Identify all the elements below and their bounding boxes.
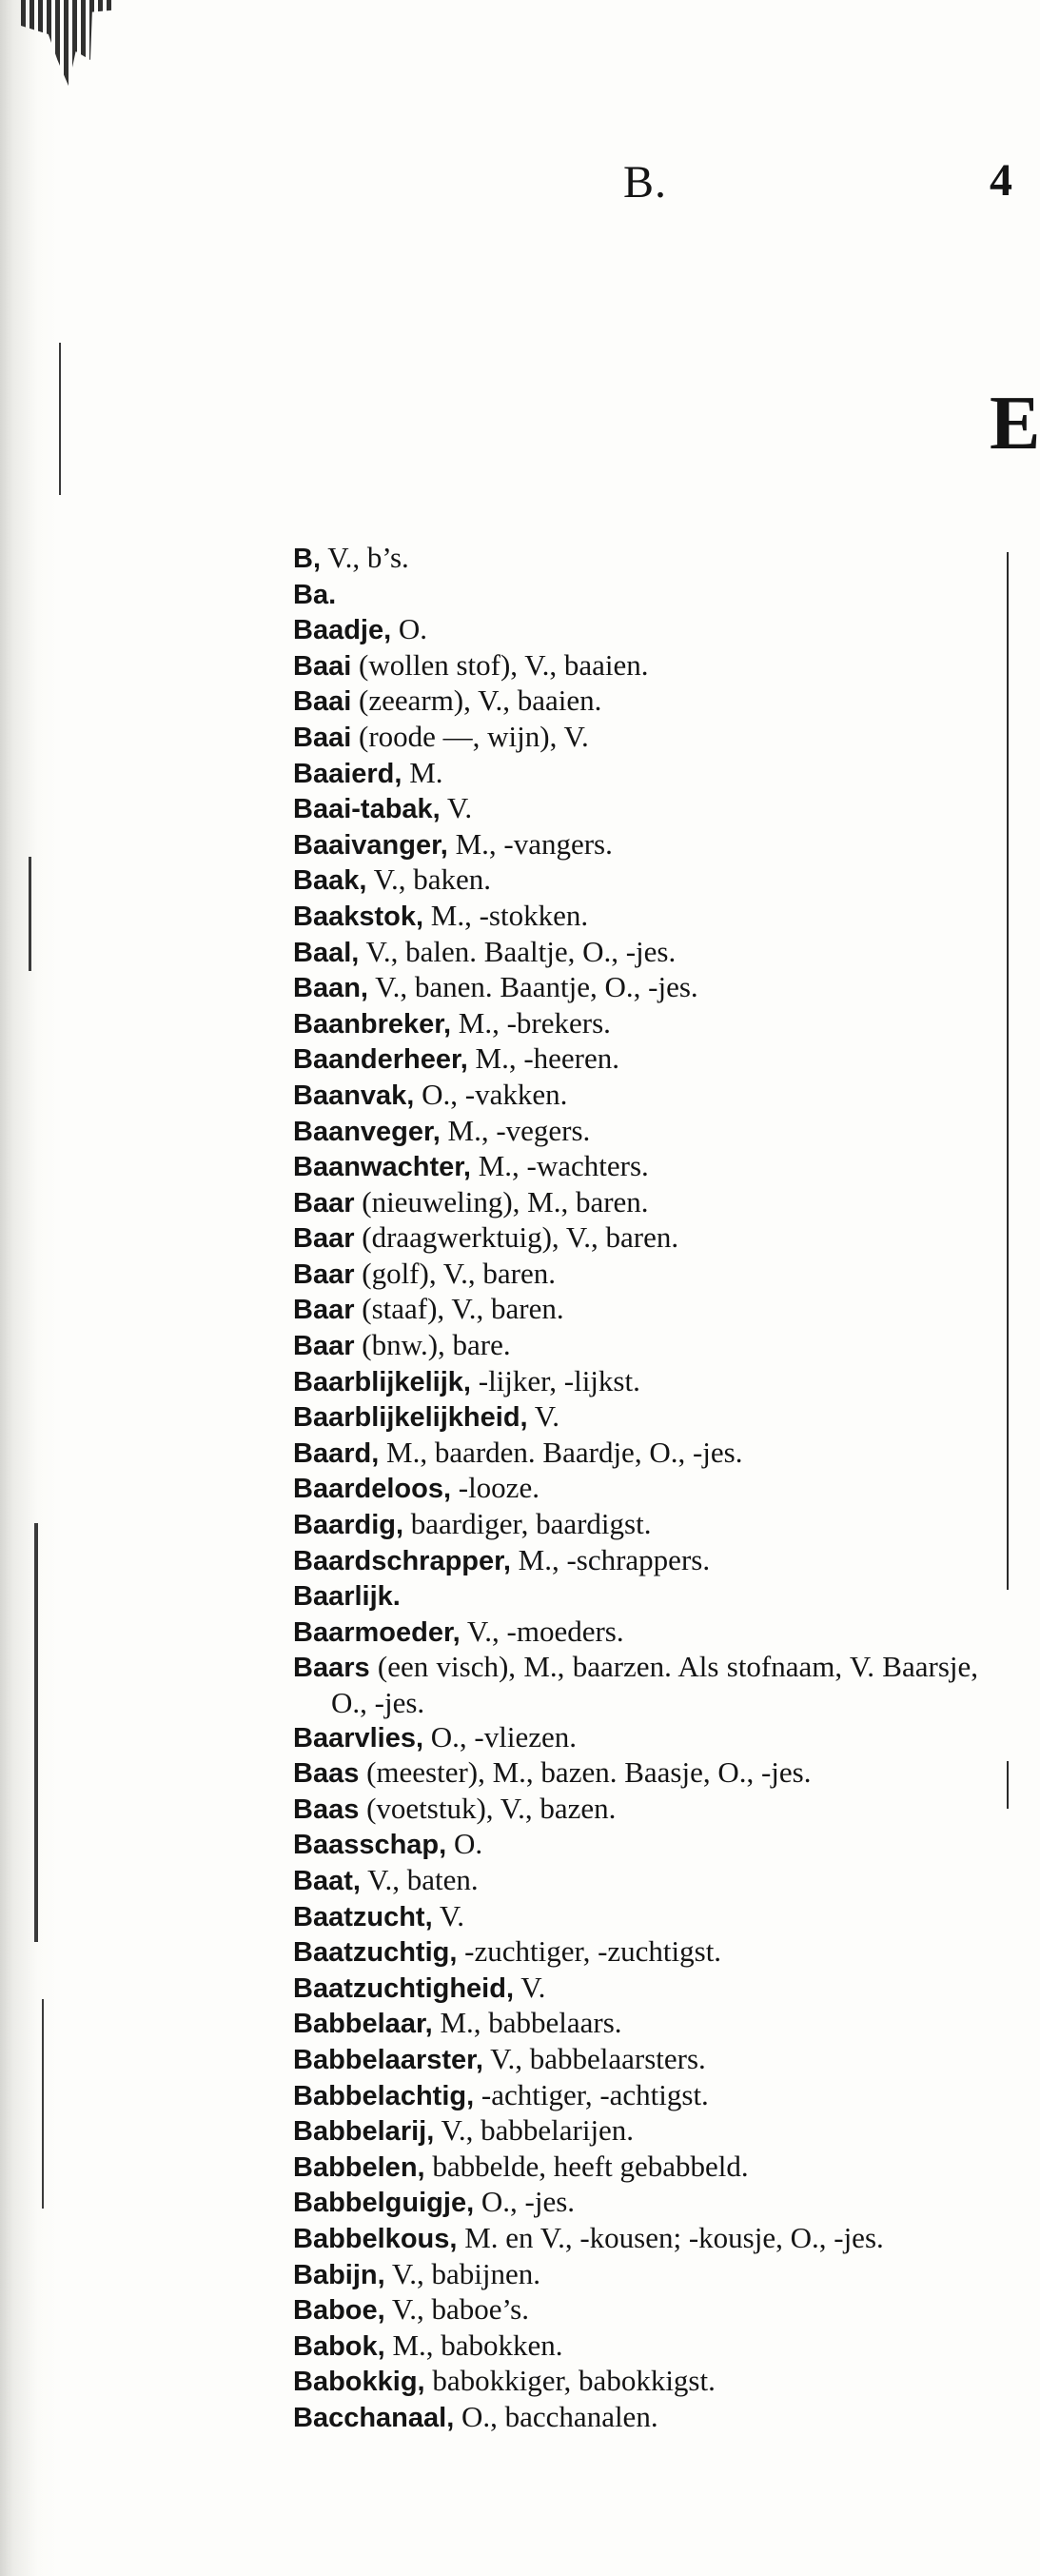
dictionary-entry: [293, 2364, 978, 2400]
entry-definition: -lijker, -lijkst.: [471, 1363, 640, 1397]
entry-headword: Babijn,: [293, 2259, 385, 2290]
dictionary-entry: [293, 612, 978, 648]
entry-definition: (een visch), M., baarzen. Als stofnaam, V. Baarsje, O., -jes.: [331, 1650, 978, 1719]
entry-headword: Babbelaar,: [293, 2009, 433, 2040]
entry-headword: Babok,: [293, 2330, 385, 2362]
dictionary-entry: [293, 2185, 978, 2221]
dictionary-entry: [293, 1507, 978, 1543]
entry-headword: Babbelachtig,: [293, 2080, 475, 2111]
entry-headword: Baars: [293, 1653, 370, 1684]
entry-headword: Baai: [293, 686, 352, 718]
entry-headword: Baar: [293, 1295, 355, 1326]
entry-headword: Baar: [293, 1223, 355, 1255]
entry-headword: Baarvlies,: [293, 1722, 424, 1754]
entry-definition: O., -vliezen.: [423, 1719, 578, 1754]
entry-headword: Baar: [293, 1187, 355, 1219]
entry-headword: Ba.: [293, 579, 337, 610]
dictionary-entry: [293, 1220, 978, 1257]
entry-definition: (zeearm), V., baaien.: [351, 684, 602, 718]
entry-headword: Babbelguigje,: [293, 2188, 475, 2219]
entry-headword: Babbelarij,: [293, 2116, 435, 2148]
dictionary-entry: [293, 1578, 978, 1615]
dictionary-entry: [293, 2257, 978, 2293]
entry-definition: V.: [527, 1399, 559, 1434]
entry-definition: babokkiger, babokkigst.: [424, 2364, 716, 2398]
entry-definition: M., -brekers.: [451, 1005, 611, 1040]
entry-headword: Baarmoeder,: [293, 1616, 461, 1648]
entry-headword: Bacchanaal,: [293, 2402, 455, 2433]
entry-headword: Baaierd,: [293, 758, 402, 789]
entry-definition: -looze.: [451, 1471, 540, 1505]
dictionary-entry: [293, 1078, 978, 1114]
entry-headword: Babbelen,: [293, 2151, 425, 2183]
dictionary-entry: [293, 2113, 978, 2150]
dictionary-entry: [293, 862, 978, 899]
entry-definition: O.: [391, 612, 428, 646]
entry-headword: Baal,: [293, 937, 360, 968]
entry-headword: Babokkig,: [293, 2367, 425, 2398]
entry-definition: O., -vakken.: [414, 1077, 568, 1111]
entry-headword: Baboe,: [293, 2295, 385, 2327]
binding-artifact: [29, 857, 31, 971]
entry-headword: Baat,: [293, 1865, 361, 1896]
binding-artifact: [59, 343, 61, 495]
entry-definition: (wollen stof), V., baaien.: [351, 647, 649, 682]
dictionary-entry: [293, 1863, 978, 1899]
entry-definition: M., babbelaars.: [432, 2006, 622, 2040]
entry-headword: Baakstok,: [293, 901, 424, 932]
dictionary-entry-list: [293, 541, 978, 2435]
entry-definition: M., -vegers.: [440, 1113, 591, 1147]
entry-definition: V., balen. Baaltje, O., -jes.: [359, 934, 677, 968]
dictionary-entry: [293, 720, 978, 756]
dictionary-entry: [293, 1650, 978, 1719]
entry-headword: Baanvak,: [293, 1080, 415, 1111]
entry-definition: V., -moeders.: [460, 1614, 624, 1648]
entry-headword: Baas: [293, 1758, 360, 1790]
entry-headword: Baai: [293, 722, 352, 753]
entry-definition: -achtiger, -achtigst.: [474, 2077, 709, 2111]
column-rule: [1007, 552, 1009, 1590]
entry-headword: Baanbreker,: [293, 1008, 452, 1040]
entry-definition: V., baboe’s.: [384, 2292, 529, 2327]
entry-headword: Baak,: [293, 865, 367, 897]
entry-definition: V., babbelarijen.: [434, 2113, 635, 2148]
entry-headword: Baardig,: [293, 1510, 404, 1541]
entry-definition: O.: [446, 1827, 483, 1861]
dictionary-entry: [293, 1827, 978, 1863]
dictionary-entry: [293, 1185, 978, 1221]
dictionary-entry: [293, 1149, 978, 1185]
entry-headword: Baai-tabak,: [293, 794, 441, 825]
entry-headword: Baatzucht,: [293, 1901, 433, 1932]
entry-headword: Baan,: [293, 973, 368, 1004]
entry-definition: V., baten.: [360, 1862, 479, 1896]
dictionary-entry: [293, 1543, 978, 1579]
dictionary-entry: [293, 899, 978, 935]
entry-headword: Babbelkous,: [293, 2223, 458, 2254]
dictionary-entry: [293, 2150, 978, 2186]
entry-definition: (bnw.), bare.: [354, 1328, 511, 1362]
entry-headword: Baaivanger,: [293, 829, 448, 861]
entry-definition: M. en V., -kousen; -kousje, O., -jes.: [457, 2220, 884, 2254]
dictionary-entry: [293, 1436, 978, 1472]
section-letter: E: [990, 382, 1040, 466]
entry-headword: B,: [293, 544, 321, 574]
dictionary-entry: [293, 1328, 978, 1364]
entry-headword: Babbelaarster,: [293, 2044, 483, 2075]
entry-headword: Baardschrapper,: [293, 1545, 511, 1576]
dictionary-entry: [293, 2006, 978, 2042]
dictionary-entry: [293, 935, 978, 971]
dictionary-entry: [293, 2292, 978, 2328]
entry-definition: V.: [432, 1898, 464, 1932]
column-rule: [1007, 1761, 1009, 1809]
entry-definition: (staaf), V., baren.: [354, 1292, 564, 1326]
dictionary-entry: [293, 1471, 978, 1507]
entry-definition: V.: [440, 791, 473, 825]
dictionary-entry: [293, 1364, 978, 1400]
dictionary-entry: [293, 1755, 978, 1792]
entry-headword: Baarlijk.: [293, 1581, 401, 1613]
dictionary-entry: [293, 684, 978, 720]
entry-headword: Baar: [293, 1258, 355, 1290]
entry-definition: M., -vangers.: [447, 826, 613, 861]
dictionary-entry: [293, 827, 978, 863]
entry-definition: (roode —, wijn), V.: [351, 719, 589, 753]
entry-definition: -zuchtiger, -zuchtigst.: [457, 1934, 722, 1969]
entry-definition: V., b’s.: [321, 541, 409, 574]
entry-definition: V., babbelaarsters.: [482, 2041, 706, 2075]
dictionary-entry: [293, 2221, 978, 2257]
entry-definition: M., -stokken.: [423, 898, 589, 932]
entry-definition: babbelde, heeft gebabbeld.: [424, 2149, 749, 2183]
dictionary-entry: [293, 1971, 978, 2007]
entry-headword: Baas: [293, 1793, 360, 1825]
dictionary-entry: [293, 1257, 978, 1293]
entry-headword: Baarblijkelijk,: [293, 1366, 471, 1397]
entry-headword: Baanwachter,: [293, 1152, 471, 1183]
page-number: 4: [990, 155, 1012, 206]
entry-definition: V.: [514, 1970, 546, 2004]
entry-headword: Baard,: [293, 1437, 380, 1469]
entry-headword: Baai: [293, 650, 352, 682]
entry-headword: Baatzuchtigheid,: [293, 1972, 515, 2004]
entry-definition: V., baken.: [366, 862, 491, 897]
dictionary-entry: [293, 2042, 978, 2078]
entry-headword: Baatzuchtig,: [293, 1937, 458, 1969]
entry-definition: V., banen. Baantje, O., -jes.: [367, 970, 698, 1004]
dictionary-entry: [293, 2400, 978, 2436]
page-binding-shadow: [0, 0, 57, 2576]
dictionary-entry: [293, 756, 978, 792]
dictionary-entry: [293, 1899, 978, 1935]
entry-definition: (draagwerktuig), V., baren.: [354, 1220, 679, 1255]
entry-definition: O., bacchanalen.: [454, 2399, 658, 2433]
dictionary-entry: [293, 791, 978, 827]
entry-definition: (meester), M., bazen. Baasje, O., -jes.: [359, 1755, 812, 1790]
running-header-letter: B.: [623, 157, 668, 208]
dictionary-entry: [293, 1114, 978, 1150]
entry-definition: M., babokken.: [384, 2328, 563, 2362]
entry-headword: Baasschap,: [293, 1830, 447, 1861]
binding-artifact: [42, 1999, 44, 2209]
entry-definition: (golf), V., baren.: [354, 1256, 557, 1290]
dictionary-entry: [293, 1720, 978, 1756]
entry-definition: M.: [402, 755, 443, 789]
dictionary-entry: [293, 541, 978, 577]
entry-definition: M., -wachters.: [470, 1149, 649, 1183]
dictionary-entry: [293, 1041, 978, 1078]
entry-definition: (nieuweling), M., baren.: [354, 1184, 649, 1219]
entry-headword: Baanderheer,: [293, 1044, 468, 1076]
entry-definition: O., -jes.: [474, 2185, 576, 2219]
dictionary-entry: [293, 648, 978, 684]
entry-definition: M., -heeren.: [467, 1041, 620, 1076]
dictionary-entry: [293, 1934, 978, 1971]
dictionary-entry: [293, 970, 978, 1006]
entry-headword: Baar: [293, 1331, 355, 1362]
entry-headword: Baadje,: [293, 615, 392, 646]
entry-definition: M., baarden. Baardje, O., -jes.: [379, 1435, 743, 1469]
dictionary-entry: [293, 2328, 978, 2365]
dictionary-entry: [293, 577, 978, 613]
dictionary-entry: [293, 2078, 978, 2114]
entry-definition: (voetstuk), V., bazen.: [359, 1791, 617, 1825]
entry-headword: Baarblijkelijkheid,: [293, 1402, 528, 1434]
entry-definition: V., babijnen.: [384, 2256, 540, 2290]
dictionary-entry: [293, 1615, 978, 1651]
entry-definition: baardiger, baardigst.: [403, 1507, 652, 1541]
dictionary-entry: [293, 1792, 978, 1828]
entry-definition: M., -schrappers.: [510, 1542, 711, 1576]
dictionary-entry: [293, 1292, 978, 1328]
binding-artifact: [34, 1523, 38, 1942]
dictionary-entry: [293, 1006, 978, 1042]
entry-headword: Baanveger,: [293, 1116, 441, 1147]
entry-headword: Baardeloos,: [293, 1474, 451, 1505]
dictionary-entry: [293, 1399, 978, 1436]
